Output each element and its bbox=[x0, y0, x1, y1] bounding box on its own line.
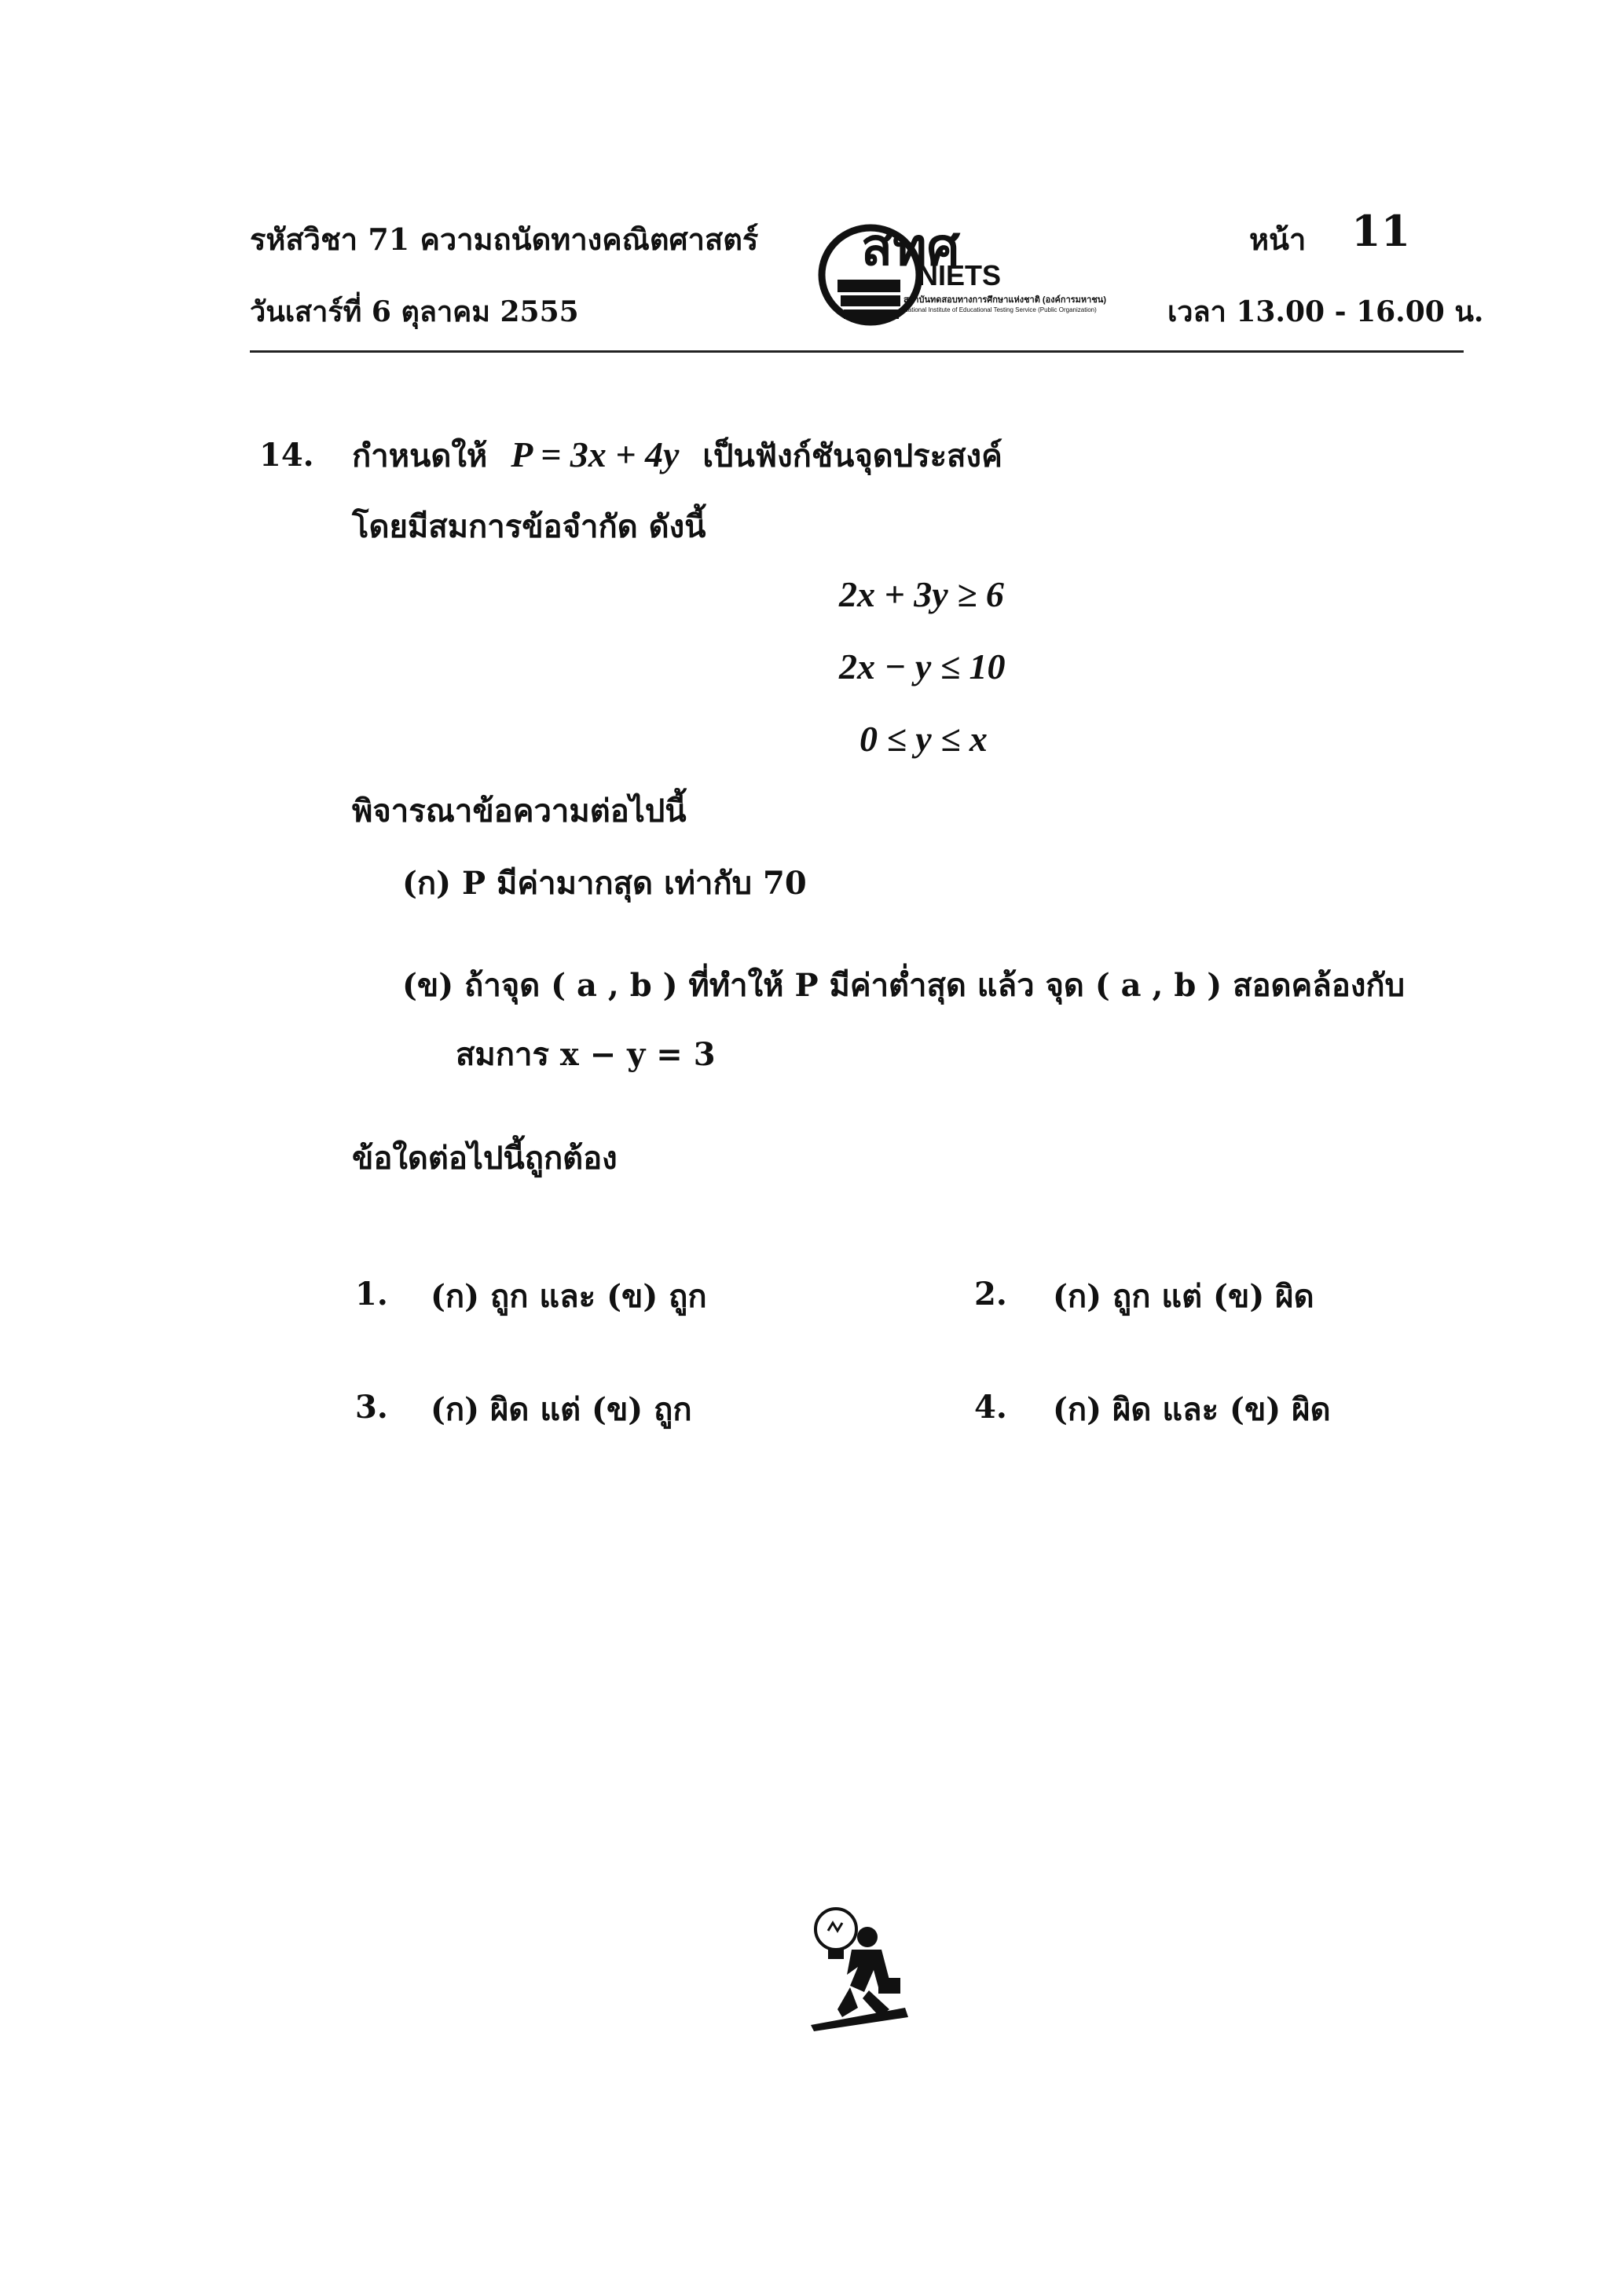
option-1-text[interactable]: (ก) ถูก และ (ข) ถูก bbox=[431, 1278, 707, 1315]
header-page-label: หน้า bbox=[1249, 222, 1307, 257]
question-line2: โดยมีสมการข้อจำกัด ดังนี้ bbox=[352, 508, 706, 545]
option-1-number: 1. bbox=[355, 1276, 388, 1313]
logo-abbr: NIETS bbox=[918, 259, 1002, 291]
option-2-text[interactable]: (ก) ถูก แต่ (ข) ผิด bbox=[1053, 1278, 1314, 1315]
statement-b-line1: (ข) ถ้าจุด ( a , b ) ที่ทำให้ P มีค่าต่ำสุด แล้ว จุด ( a , b ) สอดคล้องกับ bbox=[402, 967, 1405, 1004]
niets-logo bbox=[815, 211, 1161, 328]
header-time: เวลา 13.00 - 16.00 น. bbox=[1167, 295, 1484, 328]
header-rule bbox=[250, 350, 1464, 353]
logo-thai-line: สถาบันทดสอบทางการศึกษาแห่งชาติ (องค์การมหาชน) bbox=[903, 295, 1106, 305]
thinker-lightbulb-icon bbox=[803, 1899, 913, 2033]
question-line1 bbox=[352, 430, 1002, 481]
option-3-number: 3. bbox=[355, 1389, 388, 1426]
option-3-text[interactable]: (ก) ผิด แต่ (ข) ถูก bbox=[431, 1391, 692, 1428]
statement-a: (ก) P มีค่ามากสุด เท่ากับ 70 bbox=[402, 865, 807, 902]
logo-english-line: National Institute of Educational Testing Service (Public Organization) bbox=[903, 306, 1097, 313]
constraint-1: 2x + 3y ≥ 6 bbox=[839, 574, 1004, 614]
header-subject: รหัสวิชา 71 ความถนัดทางคณิตศาสตร์ bbox=[250, 222, 759, 257]
header-date: วันเสาร์ที่ 6 ตุลาคม 2555 bbox=[250, 295, 579, 328]
question-line1-prefix: กำหนดให้ bbox=[352, 438, 488, 474]
consider-text: พิจารณาข้อความต่อไปนี้ bbox=[352, 793, 687, 829]
constraint-3: 0 ≤ y ≤ x bbox=[859, 719, 988, 759]
ask-text: ข้อใดต่อไปนี้ถูกต้อง bbox=[352, 1140, 618, 1177]
objective-function: P = 3x + 4y bbox=[511, 434, 680, 474]
option-4-text[interactable]: (ก) ผิด และ (ข) ผิด bbox=[1053, 1391, 1331, 1428]
logo-thai: สทศ bbox=[861, 218, 960, 276]
option-4-number: 4. bbox=[974, 1389, 1007, 1426]
statement-b-line2: สมการ x − y = 3 bbox=[456, 1036, 716, 1073]
option-2-number: 2. bbox=[974, 1276, 1007, 1313]
constraint-2: 2x − y ≤ 10 bbox=[839, 646, 1006, 687]
header-page-number: 11 bbox=[1351, 206, 1411, 256]
question-number: 14. bbox=[259, 437, 314, 474]
question-line1-suffix: เป็นฟังก์ชันจุดประสงค์ bbox=[702, 438, 1002, 474]
